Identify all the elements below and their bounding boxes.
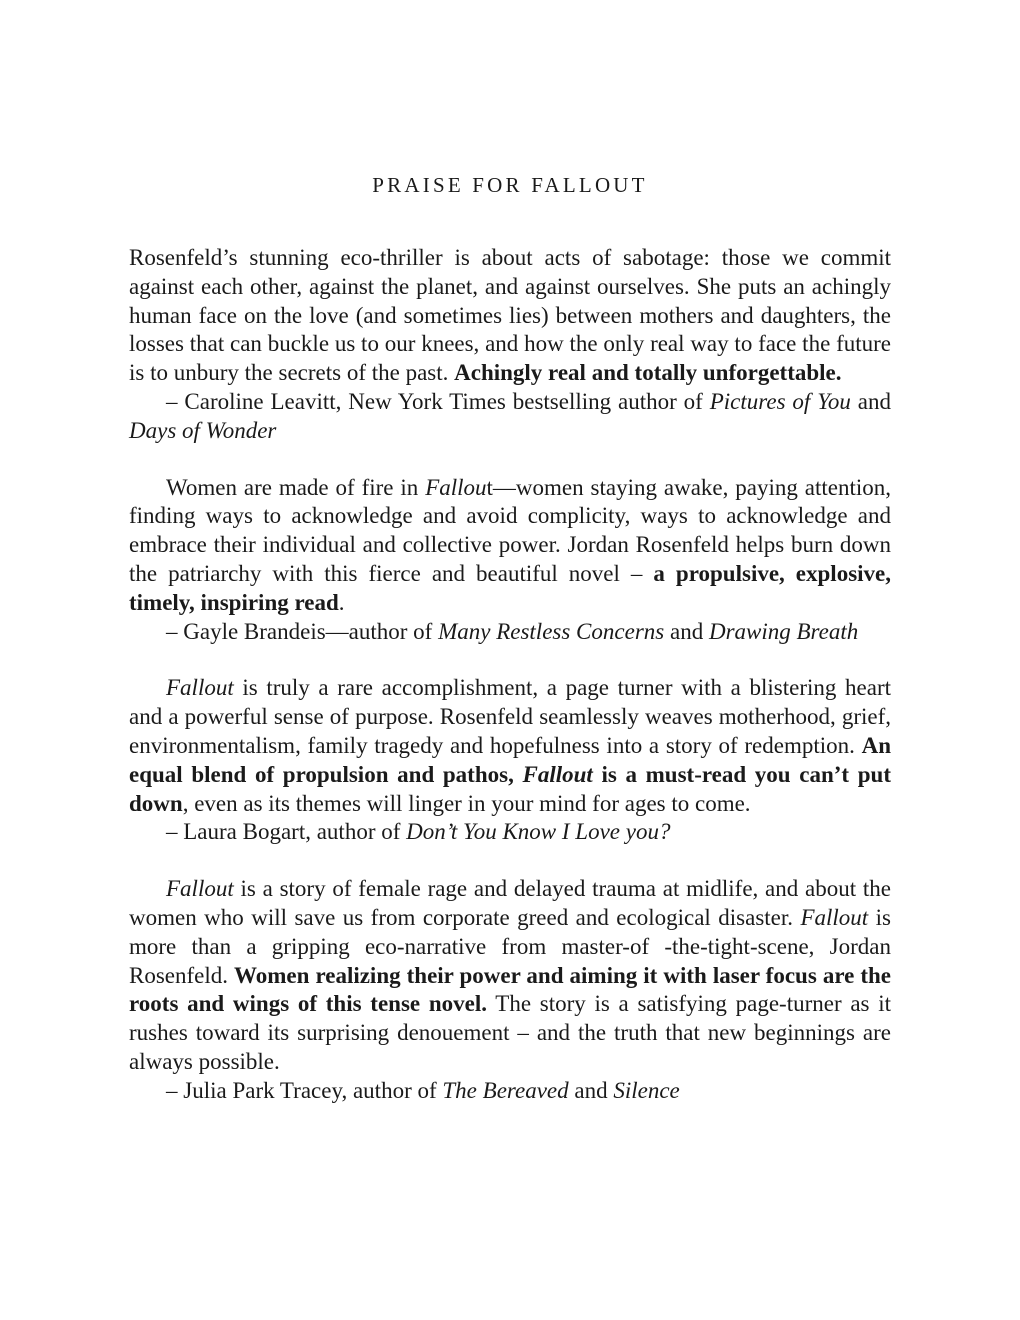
quote-emphasis: Achingly real and totally unforgettable. — [454, 360, 842, 386]
book-title: Fallout — [166, 876, 234, 902]
attribution-segment: – Julia Park Tracey, author of — [166, 1077, 443, 1103]
quote-emphasis: is a must-read you can’t put down — [129, 761, 891, 816]
book-title: Fallout — [166, 675, 234, 701]
book-title: Fallout — [522, 761, 593, 787]
book-title: Fallout — [800, 904, 869, 930]
book-title: Days of Wonder — [129, 417, 277, 443]
quote-emphasis: Women realizing their power and aiming it with laser focus are the roots and wings of this tense novel. — [129, 962, 891, 1017]
quote-segment: is a story of female rage and delayed trauma at midlife, and about the women who will save us from corporate greed and ecological disaster. — [129, 876, 891, 930]
attribution-segment: – Caroline Leavitt, New York Times bestselling author of — [166, 388, 710, 414]
quote-text — [129, 674, 891, 818]
attribution-segment: – Laura Bogart, author of — [166, 819, 407, 845]
quote-segment: , even as its themes will linger in your mind for ages to come. — [182, 790, 751, 816]
quote-text — [129, 244, 891, 388]
book-title: Don’t You Know I Love you? — [406, 819, 671, 845]
praise-quote-2 — [129, 474, 891, 647]
page-title: PRAISE FOR FALLOUT — [372, 173, 648, 197]
attribution-segment: and — [568, 1077, 614, 1103]
book-title: Fallou — [425, 474, 487, 500]
quote-segment: Rosenfeld’s stunning eco-thriller is about acts of sabotage: those we commit against each other, against the planet, and against ourselves. She puts an achingly human face on the love (and sometimes lies) between mothers and daughters, the losses that can buckle us to our knees, and how the only real way to face the future is to unbury the secrets of the past. — [129, 245, 891, 386]
attribution-segment: – Gayle Brandeis—author of — [166, 618, 439, 644]
praise-quote-1 — [129, 244, 891, 446]
book-title: The Bereaved — [442, 1077, 569, 1103]
attribution-segment: and — [664, 618, 709, 644]
praise-quote-4 — [129, 875, 891, 1105]
quote-attribution — [129, 618, 891, 647]
quote-segment: is more than a gripping eco-narrative from master-of -the-tight-scene, Jordan Rosenfeld. — [129, 904, 891, 988]
book-title: Pictures of You — [709, 388, 851, 414]
quote-segment: The story is a satisfying page-turner as it rushes toward its surprising denouement – and the truth that new beginnings are always possible. — [129, 991, 892, 1074]
quote-attribution — [129, 818, 891, 847]
quote-attribution — [129, 388, 891, 446]
book-title: Drawing Breath — [708, 618, 859, 644]
quote-segment: is truly a rare accomplishment, a page turner with a blistering heart and a powerful sense of purpose. Rosenfeld seamlessly weaves motherhood, grief, environmentalism, family tragedy and hopefulness into a story of redemption. — [129, 675, 891, 758]
praise-quote-3 — [129, 674, 891, 847]
quote-segment: Women are made of fire in — [166, 474, 426, 500]
quote-emphasis: a propulsive, explosive, timely, inspiring read — [129, 560, 891, 615]
attribution-segment: and — [850, 388, 891, 414]
quote-text — [129, 474, 891, 618]
quote-emphasis: An equal blend of propulsion and pathos, — [129, 732, 891, 787]
book-title: Silence — [613, 1077, 680, 1103]
quote-text — [129, 875, 891, 1077]
quote-segment: . — [338, 589, 345, 615]
quote-segment: t—women staying awake, paying attention, finding ways to acknowledge and avoid complicity, ways to acknowledge and embrace their individual and collective power. Jordan Rosenfeld helps burn down the patriarchy with this fierce and beautiful novel – — [129, 474, 891, 586]
quote-attribution — [129, 1077, 891, 1106]
page — [129, 170, 891, 1134]
book-title: Many Restless Concerns — [438, 618, 665, 644]
